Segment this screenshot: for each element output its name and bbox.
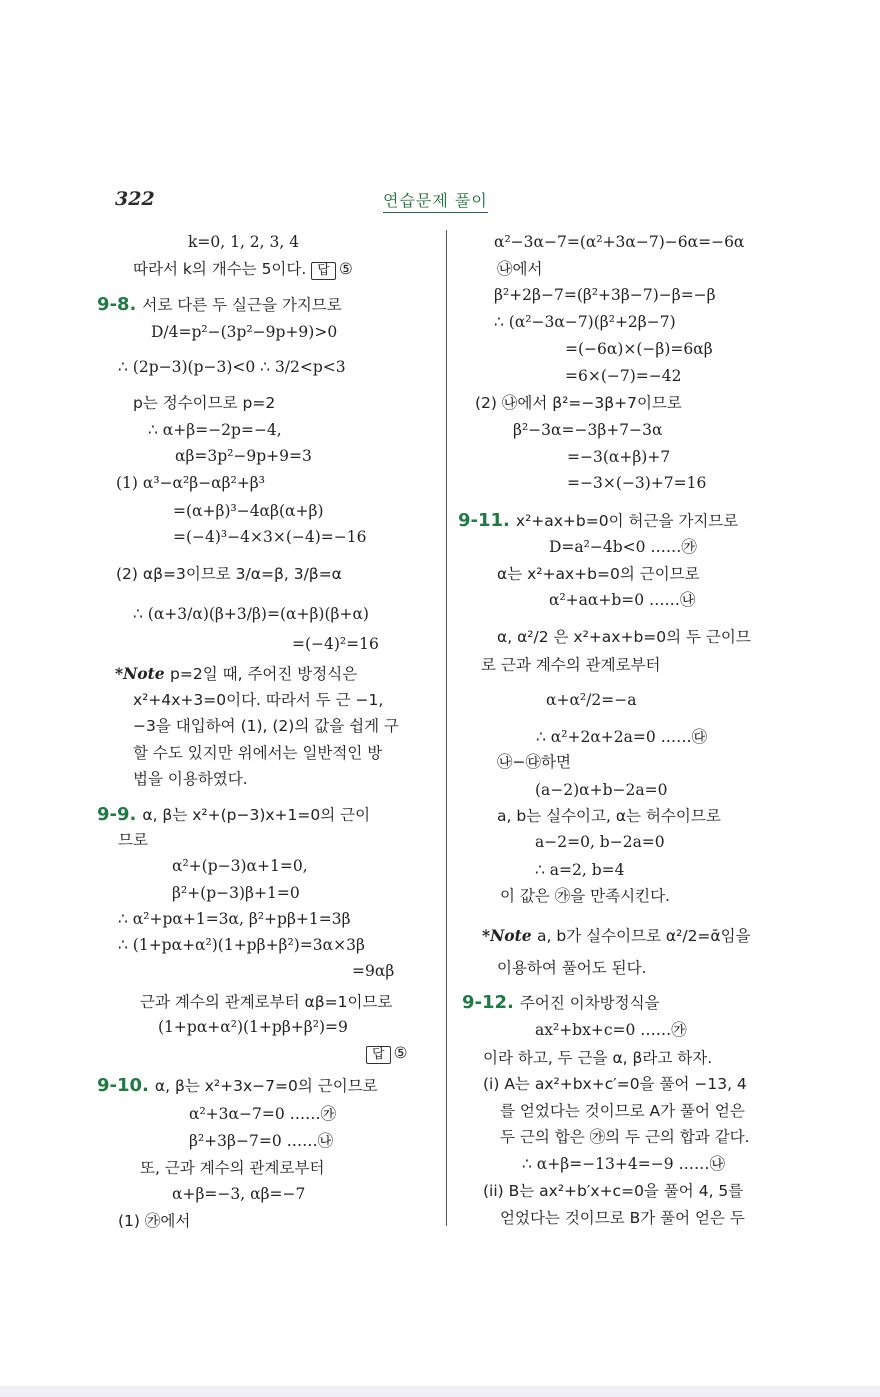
line-text: 서로 다른 두 실근을 가지므로 — [142, 296, 342, 314]
line-text: a, b는 실수이고, α는 허수이므로 — [497, 807, 721, 825]
line-text: α+β=−3, αβ=−7 — [172, 1185, 306, 1203]
left-text-line — [292, 634, 379, 654]
right-text-line — [483, 1181, 743, 1201]
line-text: β²+(p−3)β+1=0 — [172, 884, 300, 902]
left-text-line — [172, 883, 300, 903]
right-text-line — [565, 366, 681, 386]
right-text-line — [481, 655, 661, 675]
left-text-line — [133, 604, 369, 624]
line-text: p는 정수이므로 p=2 — [133, 394, 276, 412]
line-text: (1) α³−α²β−αβ²+β³ — [116, 474, 265, 492]
left-text-line — [151, 322, 337, 342]
right-text-line — [535, 832, 665, 852]
line-text: D=a²−4b<0 ……㉮ — [549, 538, 697, 556]
answer-value: ⑤ — [338, 260, 353, 278]
line-text: α²+(p−3)α+1=0, — [172, 857, 308, 875]
line-text: ∴ (α+3/α)(β+3/β)=(α+β)(β+α) — [133, 605, 369, 623]
problem-number: 9-12. — [462, 992, 514, 1013]
line-text: =(α+β)³−4αβ(α+β) — [173, 502, 324, 520]
left-text-line — [173, 501, 324, 521]
line-text: D/4=p²−(3p²−9p+9)>0 — [151, 323, 338, 341]
left-text-line — [116, 564, 342, 584]
line-text: α는 x²+ax+b=0의 근이므로 — [497, 565, 700, 583]
line-text: ㉯−㉰하면 — [497, 753, 571, 771]
left-text-line — [158, 1017, 348, 1037]
right-text-line — [549, 537, 697, 557]
note-label: *Note — [482, 926, 538, 945]
line-text: β²+2β−7=(β²+3β−7)−β=−β — [494, 286, 716, 304]
right-text-line — [549, 590, 696, 610]
line-text: a−2=0, b−2a=0 — [535, 833, 665, 851]
left-text-line — [133, 716, 399, 736]
line-text: 를 얻었다는 것이므로 A가 풀어 얻은 — [500, 1102, 745, 1120]
right-text-line — [497, 259, 542, 279]
line-text: 이라 하고, 두 근을 α, β라고 하자. — [483, 1049, 713, 1067]
line-text: α+α²/2=−a — [546, 691, 637, 709]
right-text-line — [462, 993, 660, 1013]
right-text-line — [497, 752, 571, 772]
line-text: αβ=3p²−9p+9=3 — [175, 447, 312, 465]
right-text-line — [536, 727, 707, 747]
left-text-line — [188, 232, 299, 252]
line-text: 이용하여 풀어도 된다. — [497, 959, 647, 977]
line-text: =9αβ — [352, 962, 395, 980]
right-text-line — [546, 690, 636, 710]
line-text: =(−6α)×(−β)=6αβ — [565, 340, 713, 358]
page-number: 322 — [115, 188, 155, 210]
left-text-line — [133, 393, 275, 413]
line-text: ∴ α²+pα+1=3α, β²+pβ+1=3β — [118, 910, 351, 928]
line-text: =(−4)²=16 — [292, 635, 379, 653]
answer-box: 답 — [366, 1046, 391, 1064]
problem-number: 9-8. — [97, 294, 137, 315]
line-text: (i) A는 ax²+bx+c′=0을 풀어 −13, 4 — [483, 1075, 747, 1093]
left-text-line — [172, 1184, 305, 1204]
right-text-line — [494, 285, 716, 305]
right-text-line — [482, 926, 751, 946]
left-text-line — [118, 909, 351, 929]
right-text-line — [483, 1048, 712, 1068]
line-text: α, α²/2 은 x²+ax+b=0의 두 근이므 — [497, 628, 751, 646]
left-text-line — [352, 961, 394, 981]
left-text-line — [118, 830, 148, 850]
right-text-line — [567, 473, 706, 493]
line-text: x²+ax+b=0이 허근을 가지므로 — [515, 512, 739, 530]
left-text-line — [140, 1158, 324, 1178]
line-text: ∴ a=2, b=4 — [535, 861, 625, 879]
line-text: (2) ㉯에서 β²=−3β+7이므로 — [475, 394, 682, 412]
line-text: ∴ α+β=−13+4=−9 ……㉯ — [522, 1155, 726, 1173]
right-text-line — [500, 886, 670, 906]
line-text: ∴ (α²−3α−7)(β²+2β−7) — [494, 313, 676, 331]
right-text-line — [483, 1074, 747, 1094]
left-text-line — [173, 527, 366, 547]
line-text: α, β는 x²+(p−3)x+1=0의 근이 — [142, 806, 371, 824]
left-text-line — [366, 1043, 407, 1064]
line-text: β²−3α=−3β+7−3α — [513, 421, 663, 439]
line-text: =6×(−7)=−42 — [565, 367, 682, 385]
right-text-line — [497, 806, 721, 826]
left-text-line — [189, 1104, 336, 1124]
answer-box: 답 — [311, 262, 336, 280]
line-text: 두 근의 합은 ㉮의 두 근의 합과 같다. — [500, 1128, 750, 1146]
left-text-line — [118, 357, 346, 377]
line-text: 주어진 이차방정식을 — [519, 994, 660, 1012]
line-text: (a−2)α+b−2a=0 — [535, 781, 668, 799]
line-text: −3을 대입하여 (1), (2)의 값을 쉽게 구 — [133, 717, 399, 735]
line-text: β²+3β−7=0 ……㉯ — [189, 1132, 334, 1150]
line-text: 또, 근과 계수의 관계로부터 — [140, 1159, 325, 1177]
answer-value: ⑤ — [393, 1044, 408, 1062]
line-text: p=2일 때, 주어진 방정식은 — [170, 665, 358, 683]
right-text-line — [475, 393, 682, 413]
right-text-line — [494, 232, 744, 252]
line-text: ㉯에서 — [497, 260, 543, 278]
right-text-line — [565, 339, 713, 359]
line-text: a, b가 실수이므로 α²/2=ᾱ임을 — [537, 927, 751, 945]
left-text-line — [97, 295, 342, 315]
right-text-line — [522, 1154, 725, 1174]
right-text-line — [458, 511, 738, 531]
right-text-line — [513, 420, 662, 440]
line-text: α²+aα+b=0 ……㉯ — [549, 591, 696, 609]
left-text-line — [133, 690, 383, 710]
line-text: k=0, 1, 2, 3, 4 — [188, 233, 300, 251]
right-text-line — [535, 780, 668, 800]
problem-number: 9-11. — [458, 510, 510, 531]
note-label: *Note — [115, 664, 171, 683]
line-text: (2) αβ=3이므로 3/α=β, 3/β=α — [116, 565, 342, 583]
right-text-line — [497, 958, 647, 978]
right-text-line — [497, 564, 700, 584]
left-text-line — [97, 805, 370, 825]
line-text: =−3×(−3)+7=16 — [567, 474, 707, 492]
line-text: =(−4)³−4×3×(−4)=−16 — [173, 528, 367, 546]
line-text: 이 값은 ㉮을 만족시킨다. — [500, 887, 670, 905]
right-text-line — [500, 1101, 745, 1121]
left-text-line — [175, 446, 312, 466]
line-text: 로 근과 계수의 관계로부터 — [481, 656, 661, 674]
line-text: 얻었다는 것이므로 B가 풀어 얻은 두 — [500, 1209, 745, 1227]
right-text-line — [500, 1208, 745, 1228]
right-text-line — [500, 1127, 750, 1147]
line-text: ∴ (1+pα+α²)(1+pβ+β²)=3α×3β — [118, 936, 365, 954]
line-text: α, β는 x²+3x−7=0의 근이므로 — [154, 1077, 378, 1095]
bottom-bar — [0, 1386, 880, 1397]
left-text-line — [133, 769, 248, 789]
line-text: 따라서 k의 개수는 5이다. — [133, 260, 307, 278]
left-text-line — [140, 992, 392, 1012]
line-text: ∴ α+β=−2p=−4, — [148, 421, 282, 439]
left-text-line — [118, 1211, 190, 1231]
line-text: 근과 계수의 관계로부터 αβ=1이므로 — [140, 993, 393, 1011]
line-text: 법을 이용하였다. — [133, 770, 248, 788]
line-text: (ii) B는 ax²+b′x+c=0을 풀어 4, 5를 — [483, 1182, 744, 1200]
right-text-line — [535, 860, 625, 880]
line-text: ∴ α²+2α+2a=0 ……㉰ — [536, 728, 708, 746]
page-title: 연습문제 풀이 — [383, 188, 488, 213]
line-text: 므로 — [118, 831, 148, 849]
line-text: ∴ (2p−3)(p−3)<0 ∴ 3/2<p<3 — [118, 358, 346, 376]
left-text-line — [115, 664, 357, 684]
left-text-line — [118, 935, 365, 955]
right-text-line — [494, 312, 676, 332]
line-text: (1+pα+α²)(1+pβ+β²)=9 — [158, 1018, 348, 1036]
right-text-line — [535, 1020, 687, 1040]
line-text: ax²+bx+c=0 ……㉮ — [535, 1021, 687, 1039]
left-text-line — [97, 1076, 378, 1096]
right-text-line — [567, 447, 670, 467]
right-text-line — [497, 627, 751, 647]
left-text-line — [133, 259, 353, 280]
left-text-line — [133, 743, 382, 763]
line-text: x²+4x+3=0이다. 따라서 두 근 −1, — [133, 691, 384, 709]
left-text-line — [116, 473, 265, 493]
line-text: (1) ㉮에서 — [118, 1212, 191, 1230]
line-text: α²−3α−7=(α²+3α−7)−6α=−6α — [494, 233, 745, 251]
problem-number: 9-10. — [97, 1075, 149, 1096]
line-text: α²+3α−7=0 ……㉮ — [189, 1105, 337, 1123]
left-text-line — [148, 420, 282, 440]
line-text: =−3(α+β)+7 — [567, 448, 671, 466]
left-text-line — [189, 1131, 333, 1151]
left-text-line — [172, 856, 308, 876]
column-divider — [446, 230, 447, 1226]
problem-number: 9-9. — [97, 804, 137, 825]
line-text: 할 수도 있지만 위에서는 일반적인 방 — [133, 744, 383, 762]
